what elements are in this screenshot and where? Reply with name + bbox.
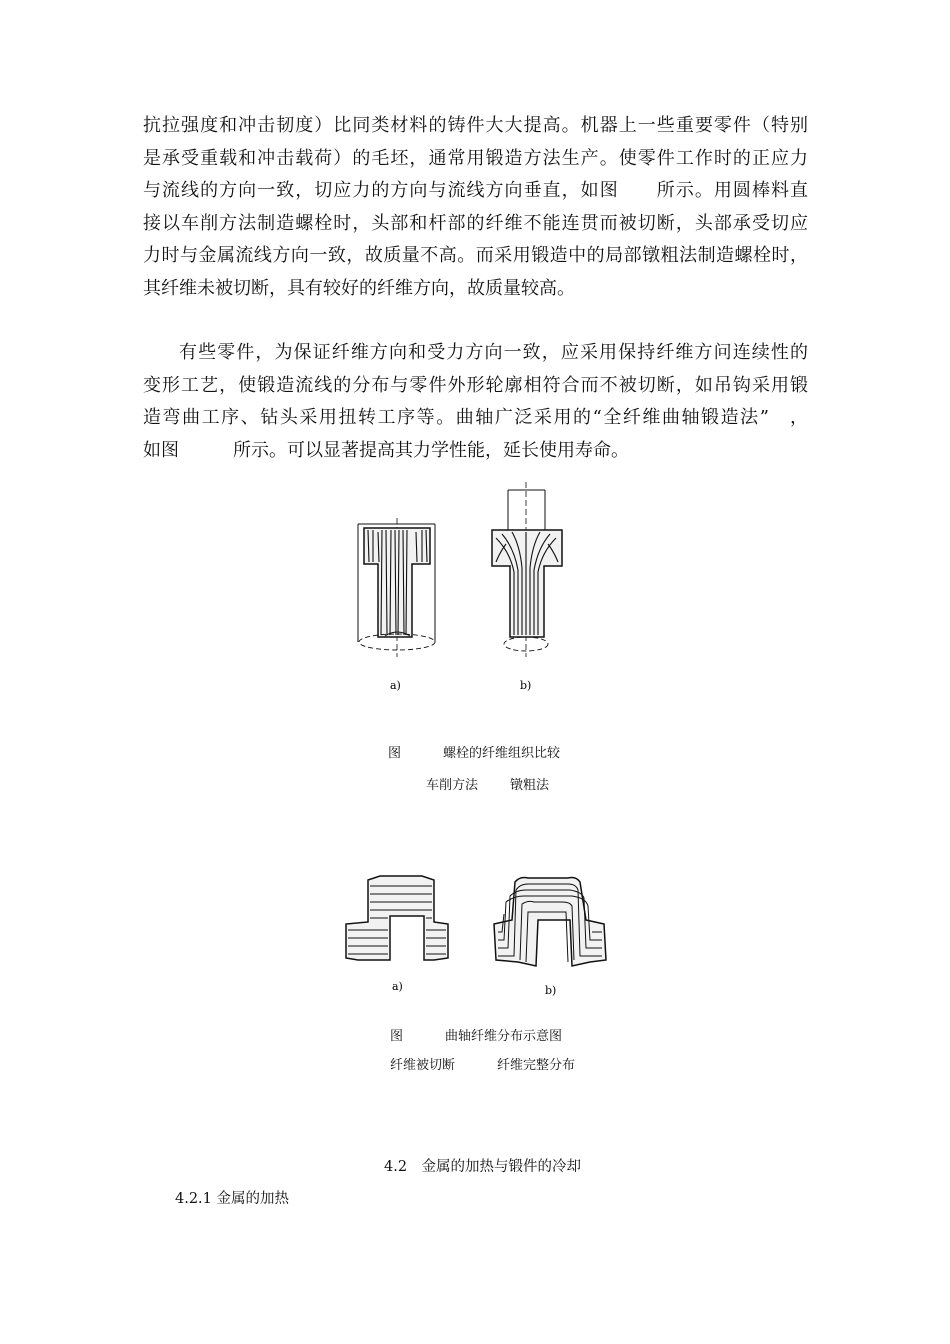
bolt-b-upset	[492, 482, 562, 657]
figure-2-label-a: a)	[392, 980, 403, 993]
figure-1-sub-a: 车削方法	[426, 778, 479, 793]
figure-2-caption-title: 曲轴纤维分布示意图	[445, 1029, 563, 1044]
figure-1-label-b: b)	[520, 679, 532, 692]
paragraph-1-line-2: 是承受重载和冲击载荷）的毛坯，通常用锻造方法生产。使零件工作时的正应力	[143, 147, 808, 169]
paragraph-2-line-3: 造弯曲工序、钻头采用扭转工序等。曲轴广泛采用的“全纤维曲轴锻造法” ，	[143, 407, 808, 428]
paragraph-2	[143, 337, 808, 467]
figure-2-label-b: b)	[545, 984, 557, 997]
figure-2-sub-b: 纤维完整分布	[497, 1058, 576, 1073]
figure-2-caption-prefix: 图	[390, 1029, 404, 1044]
figure-1-label-a: a)	[390, 679, 401, 692]
paragraph-1-line-1: 抗拉强度和冲击韧度）比同类材料的铸件大大提高。机器上一些重要零件（特别	[143, 115, 808, 136]
paragraph-2-line-2: 变形工艺，使锻造流线的分布与零件外形轮廓相符合而不被切断，如吊钩采用锻	[143, 374, 808, 396]
paragraph-1-line-5: 力时与金属流线方向一致，故质量不高。而采用锻造中的局部镦粗法制造螺栓时，	[143, 245, 808, 266]
section-heading: 4.2 金属的加热与锻件的冷却	[384, 1159, 582, 1175]
figure-1-bolt-fiber-diagram	[340, 482, 580, 702]
paragraph-1-line-4: 接以车削方法制造螺栓时，头部和杆部的纤维不能连贯而被切断，头部承受切应	[143, 212, 808, 234]
bolt-a-turned	[358, 518, 435, 657]
figure-2-sub-a: 纤维被切断	[390, 1058, 456, 1073]
paragraph-2-line-4: 如图 所示。可以显著提高其力学性能，延长使用寿命。	[143, 439, 629, 461]
crankshaft-b-continuous	[494, 878, 606, 967]
paragraph-1-line-3: 与流线的方向一致，切应力的方向与流线方向垂直，如图 所示。用圆棒料直	[143, 180, 808, 201]
figure-1-caption-title: 螺栓的纤维组织比较	[443, 746, 561, 761]
subsection-heading: 4.2.1 金属的加热	[175, 1191, 290, 1207]
crankshaft-a-cut	[346, 876, 448, 960]
paragraph-1-line-6: 其纤维未被切断，具有较好的纤维方向，故质量较高。	[143, 277, 575, 299]
paragraph-2-line-1: 有些零件，为保证纤维方向和受力方向一致，应采用保持纤维方问连续性的	[179, 342, 808, 363]
figure-1-caption-prefix: 图	[388, 746, 402, 761]
paragraph-1	[143, 110, 808, 305]
figure-2-crankshaft-diagram	[340, 872, 620, 1002]
figure-1-sub-b: 镦粗法	[510, 778, 550, 793]
